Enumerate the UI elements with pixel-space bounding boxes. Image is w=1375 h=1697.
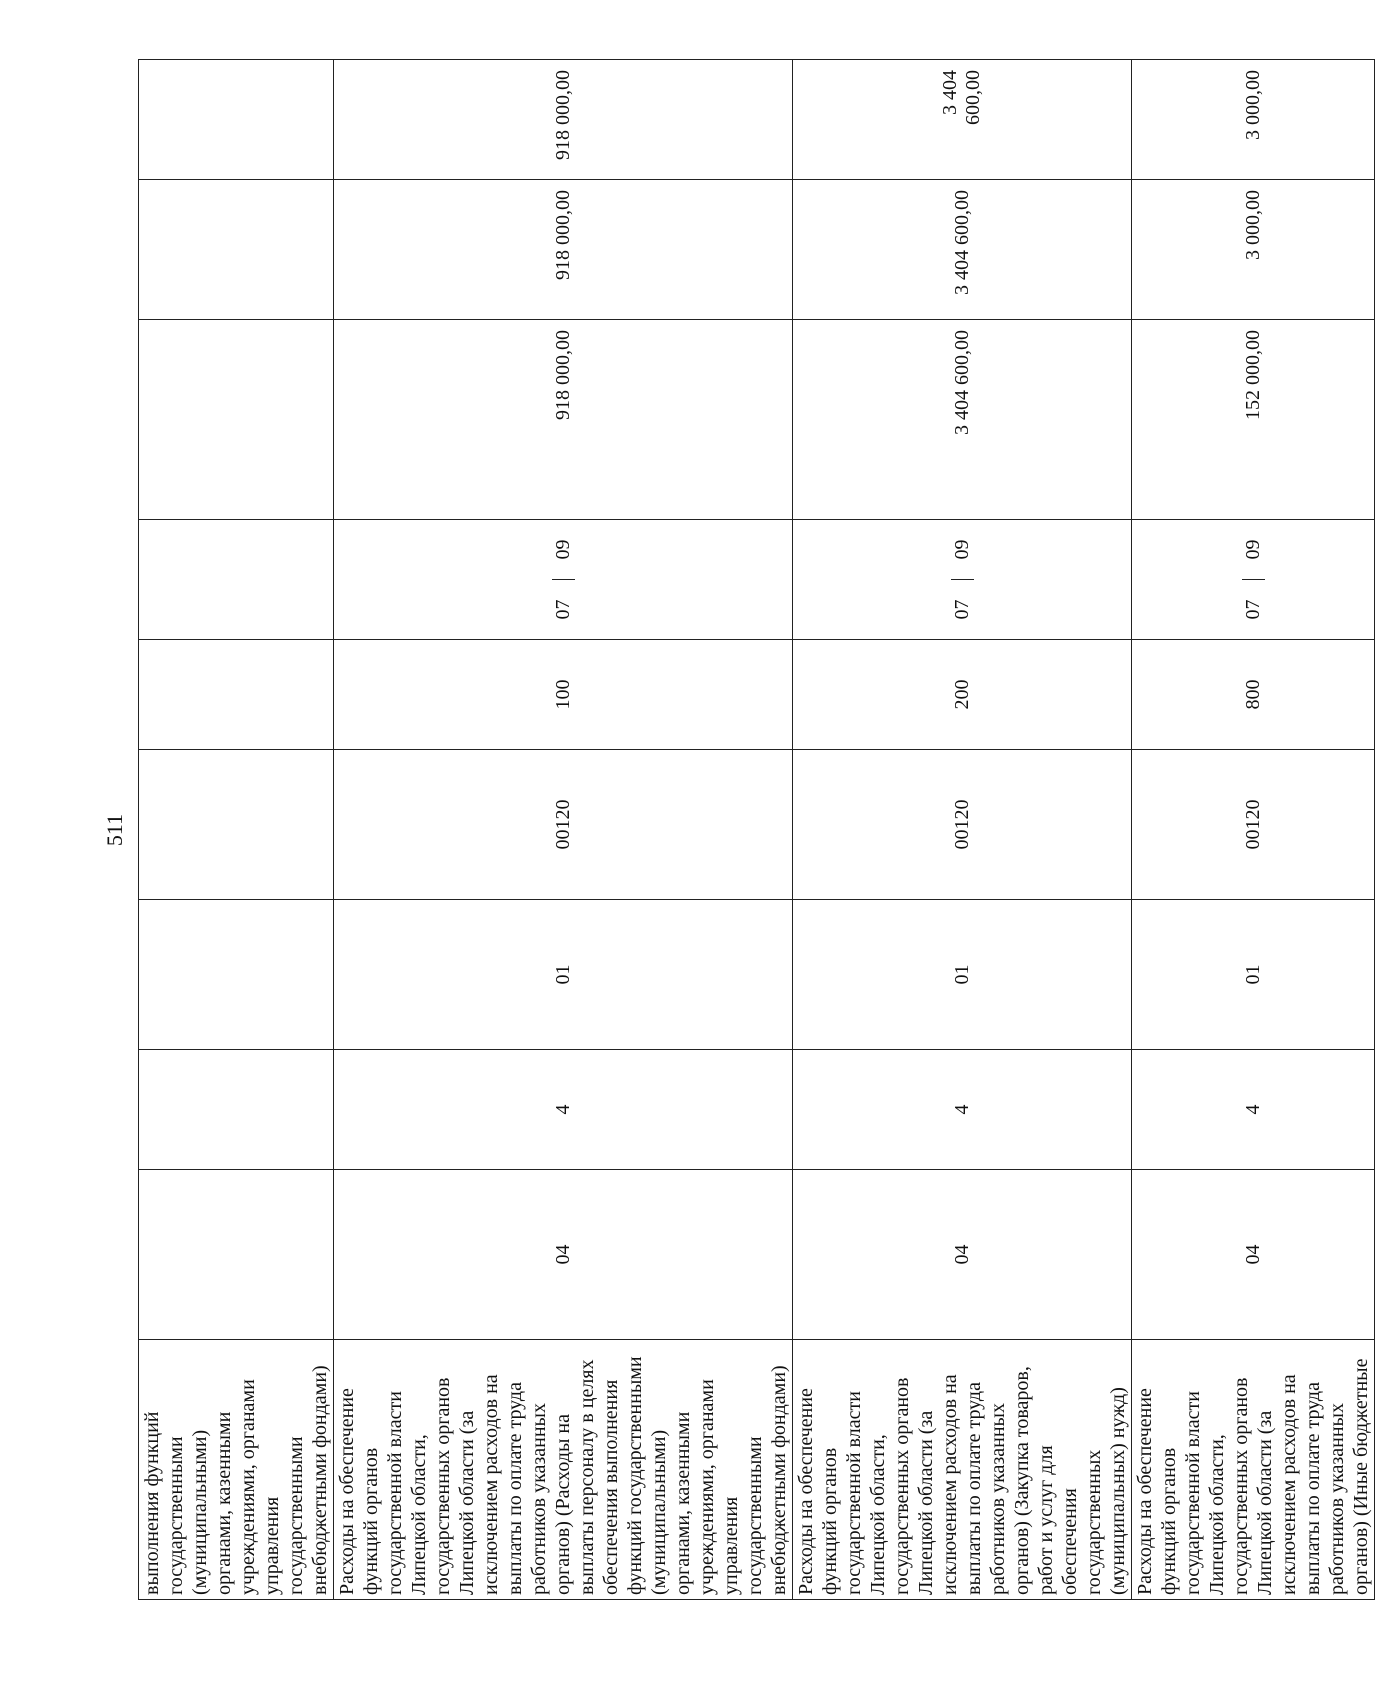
cell-c6-c7 xyxy=(1132,520,1375,640)
row-description: Расходы на обеспечение функций органов государственной власти Липецкой области, государственных органов Липецкой области (за исключением расходов на выплаты по оплате труда работников указанных органов) (Расходы на выплаты персоналу в целях обеспечения выполнения функций государственными (муниципальными) органами, казенными учреждениями, органами управления государственными внебюджетными фондами) xyxy=(334,1340,793,1600)
cell-c6-c7 xyxy=(334,520,793,640)
cell-v2: 3 000,00 xyxy=(1132,180,1375,320)
cell-v1 xyxy=(139,320,334,520)
cell-c6: 07 xyxy=(951,579,974,639)
cell-c5: 800 xyxy=(1132,640,1375,750)
table-row xyxy=(1132,60,1375,1600)
cell-v1: 3 404 600,00 xyxy=(793,320,1132,520)
cell-c5: 200 xyxy=(793,640,1132,750)
cell-c4: 00120 xyxy=(793,750,1132,900)
cell-c5: 100 xyxy=(334,640,793,750)
cell-c7: 09 xyxy=(950,539,973,560)
budget-table xyxy=(138,59,1375,1600)
cell-c6-c7 xyxy=(139,520,334,640)
cell-v3 xyxy=(139,60,334,180)
table-row xyxy=(334,60,793,1600)
cell-v1: 918 000,00 xyxy=(334,320,793,520)
cell-c3: 01 xyxy=(1132,900,1375,1050)
row-description: выполнения функций государственными (муниципальными) органами, казенными учреждениями, органами управления государственными внебюджетными фондами) xyxy=(139,1340,334,1600)
cell-c4: 00120 xyxy=(1132,750,1375,900)
cell-c3: 01 xyxy=(793,900,1132,1050)
cell-c7: 09 xyxy=(1241,539,1264,560)
cell-c5 xyxy=(139,640,334,750)
cell-c1: 04 xyxy=(793,1170,1132,1340)
table-row xyxy=(139,60,334,1600)
cell-c3: 01 xyxy=(334,900,793,1050)
cell-c1: 04 xyxy=(334,1170,793,1340)
row-description: Расходы на обеспечение функций органов государственной власти Липецкой области, государственных органов Липецкой области (за исключением расходов на выплаты по оплате труда работников указанных органов) (Закупка товаров, работ и услуг для обеспечения государственных (муниципальных) нужд) xyxy=(793,1340,1132,1600)
cell-c2 xyxy=(139,1050,334,1170)
cell-v1: 152 000,00 xyxy=(1132,320,1375,520)
rotated-page xyxy=(90,60,1372,1600)
row-description: Расходы на обеспечение функций органов государственной власти Липецкой области, государственных органов Липецкой области (за исключением расходов на выплаты по оплате труда работников указанных органов) (Иные бюджетные xyxy=(1132,1340,1375,1600)
cell-c4 xyxy=(139,750,334,900)
cell-v2: 918 000,00 xyxy=(334,180,793,320)
table-row xyxy=(793,60,1132,1600)
cell-c2: 4 xyxy=(334,1050,793,1170)
cell-c2: 4 xyxy=(793,1050,1132,1170)
cell-v3: 3 000,00 xyxy=(1132,60,1375,180)
cell-c6: 07 xyxy=(1242,579,1265,639)
cell-c1: 04 xyxy=(1132,1170,1375,1340)
cell-v3: 3 404 600,00 xyxy=(793,60,1132,180)
page-number: 511 xyxy=(102,813,127,847)
cell-c6: 07 xyxy=(552,579,575,639)
cell-c7: 09 xyxy=(551,539,574,560)
cell-c6-c7 xyxy=(793,520,1132,640)
cell-c1 xyxy=(139,1170,334,1340)
cell-v2: 3 404 600,00 xyxy=(793,180,1132,320)
cell-c2: 4 xyxy=(1132,1050,1375,1170)
cell-v3: 918 000,00 xyxy=(334,60,793,180)
cell-c4: 00120 xyxy=(334,750,793,900)
cell-v2 xyxy=(139,180,334,320)
cell-c3 xyxy=(139,900,334,1050)
